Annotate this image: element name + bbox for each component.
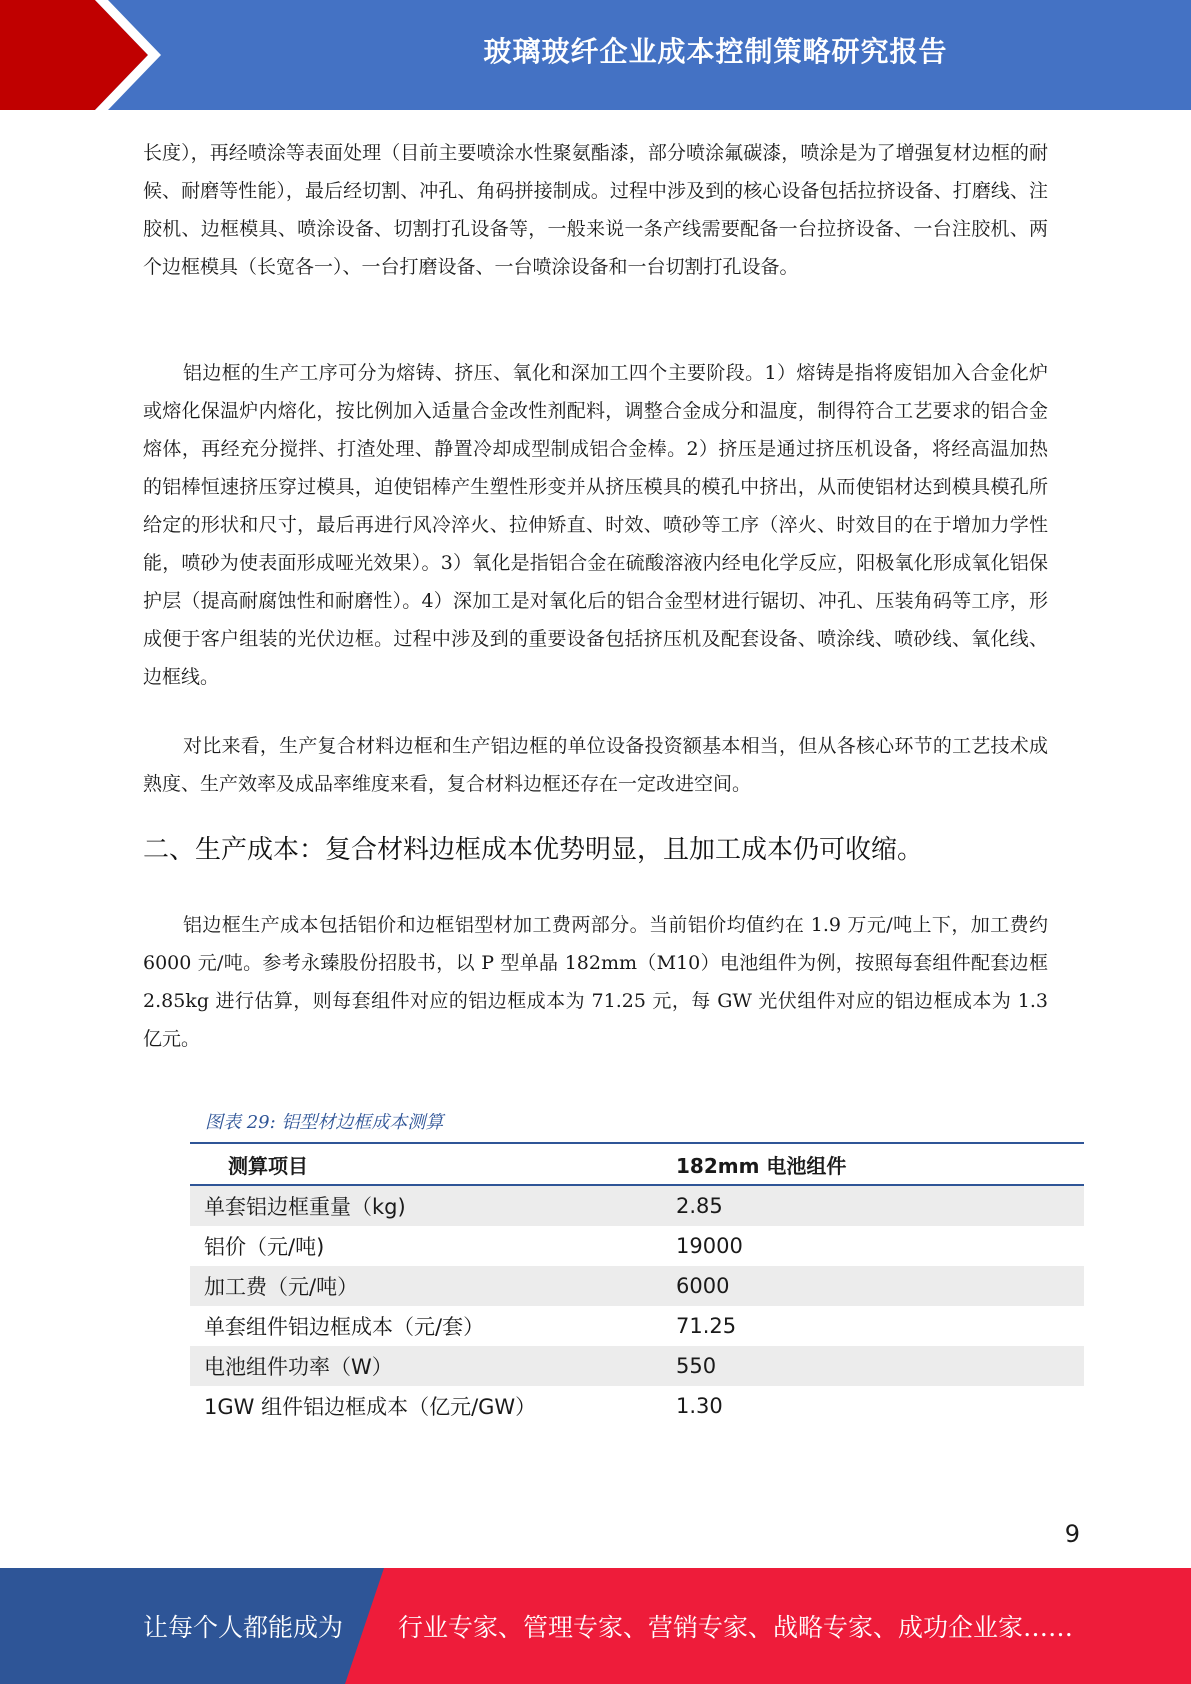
- body-paragraph: 铝边框的生产工序可分为熔铸、挤压、氧化和深加工四个主要阶段。1）熔铸是指将废铝加入合金化炉或熔化保温炉内熔化，按比例加入适量合金改性剂配料，调整合金成分和温度，制得符合工艺要求的铝合金熔体，再经充分搅拌、打渣处理、静置冷却成型制成铝合金棒。2）挤压是通过挤压机设备，将经高温加热的铝棒恒速挤压穿过模具，迫使铝棒产生塑性形变并从挤压模具的模孔中挤出，从而使铝材达到模具模孔所给定的形状和尺寸，最后再进行风冷淬火、拉伸矫直、时效、喷砂等工序（淬火、时效目的在于增加力学性能，喷砂为使表面形成哑光效果）。3）氧化是指铝合金在硫酸溶液内经电化学反应，阳极氧化形成氧化铝保护层（提高耐腐蚀性和耐磨性）。4）深加工是对氧化后的铝合金型材进行锯切、冲孔、压装角码等工序，形成便于客户组装的光伏边框。过程中涉及到的重要设备包括挤压机及配套设备、喷涂线、喷砂线、氧化线、边框线。: [143, 362, 1048, 688]
- table-cell-value: 1.30: [676, 1394, 723, 1418]
- cost-table: [190, 1142, 1084, 1426]
- table-cell-item: 单套组件铝边框成本（元/套）: [204, 1315, 485, 1339]
- table-header-cell: 测算项目: [190, 1143, 676, 1185]
- body-paragraph: 对比来看，生产复合材料边框和生产铝边框的单位设备投资额基本相当，但从各核心环节的工艺技术成熟度、生产效率及成品率维度来看，复合材料边框还存在一定改进空间。: [143, 735, 1048, 795]
- table-cell-value: 2.85: [676, 1185, 1084, 1226]
- table-cell-item: 单套铝边框重量（kg): [190, 1185, 676, 1226]
- table-cell-value: 71.25: [676, 1314, 737, 1338]
- page-footer: [0, 1568, 1191, 1684]
- table-header-cell: 182mm 电池组件: [676, 1143, 1084, 1185]
- table-row: [190, 1386, 1084, 1426]
- page-number: 9: [1064, 1520, 1080, 1548]
- table-row: [190, 1306, 1084, 1346]
- table-caption: 图表 29: 铝型材边框成本测算: [205, 1112, 444, 1133]
- section-heading: 二、生产成本：复合材料边框成本优势明显，且加工成本仍可收缩。: [143, 835, 924, 865]
- table-cell-value: 19000: [676, 1234, 743, 1258]
- table-cell-item: 1GW 组件铝边框成本（亿元/GW）: [204, 1395, 537, 1419]
- body-paragraph: 长度），再经喷涂等表面处理（目前主要喷涂水性聚氨酯漆，部分喷涂氟碳漆，喷涂是为了增强复材边框的耐候、耐磨等性能），最后经切割、冲孔、角码拼接制成。过程中涉及到的核心设备包括拉挤设备、打磨线、注胶机、边框模具、喷涂设备、切割打孔设备等，一般来说一条产线需要配备一台拉挤设备、一台注胶机、两个边框模具（长宽各一）、一台打磨设备、一台喷涂设备和一台切割打孔设备。: [143, 142, 1048, 278]
- table-cell-value: 550: [676, 1346, 1084, 1386]
- table-row: [190, 1226, 1084, 1266]
- table-cell-value: 6000: [676, 1266, 1084, 1306]
- table-cell-item: 电池组件功率（W）: [190, 1346, 676, 1386]
- report-title: 玻璃玻纤企业成本控制策略研究报告: [483, 35, 948, 68]
- table-cell-item: 铝价（元/吨): [204, 1235, 325, 1259]
- footer-slogan-left: 让每个人都能成为: [143, 1613, 344, 1642]
- page-header: [0, 0, 1191, 110]
- table-row: [190, 1185, 1084, 1226]
- table-cell-item: 加工费（元/吨）: [190, 1266, 676, 1306]
- table-header-row: [190, 1143, 1084, 1185]
- table-row: [190, 1266, 1084, 1306]
- footer-slogan-right: 行业专家、管理专家、营销专家、战略专家、成功企业家……: [398, 1613, 1074, 1642]
- body-paragraph: 铝边框生产成本包括铝价和边框铝型材加工费两部分。当前铝价均值约在 1.9 万元/吨上下，加工费约 6000 元/吨。参考永臻股份招股书，以 P 型单晶 182mm（M10）电池组件为例，按照每套组件配套边框 2.85kg 进行估算，则每套组件对应的铝边框成本为 71.25 元，每 GW 光伏组件对应的铝边框成本为 1.3 亿元。: [143, 914, 1048, 1050]
- table-row: [190, 1346, 1084, 1386]
